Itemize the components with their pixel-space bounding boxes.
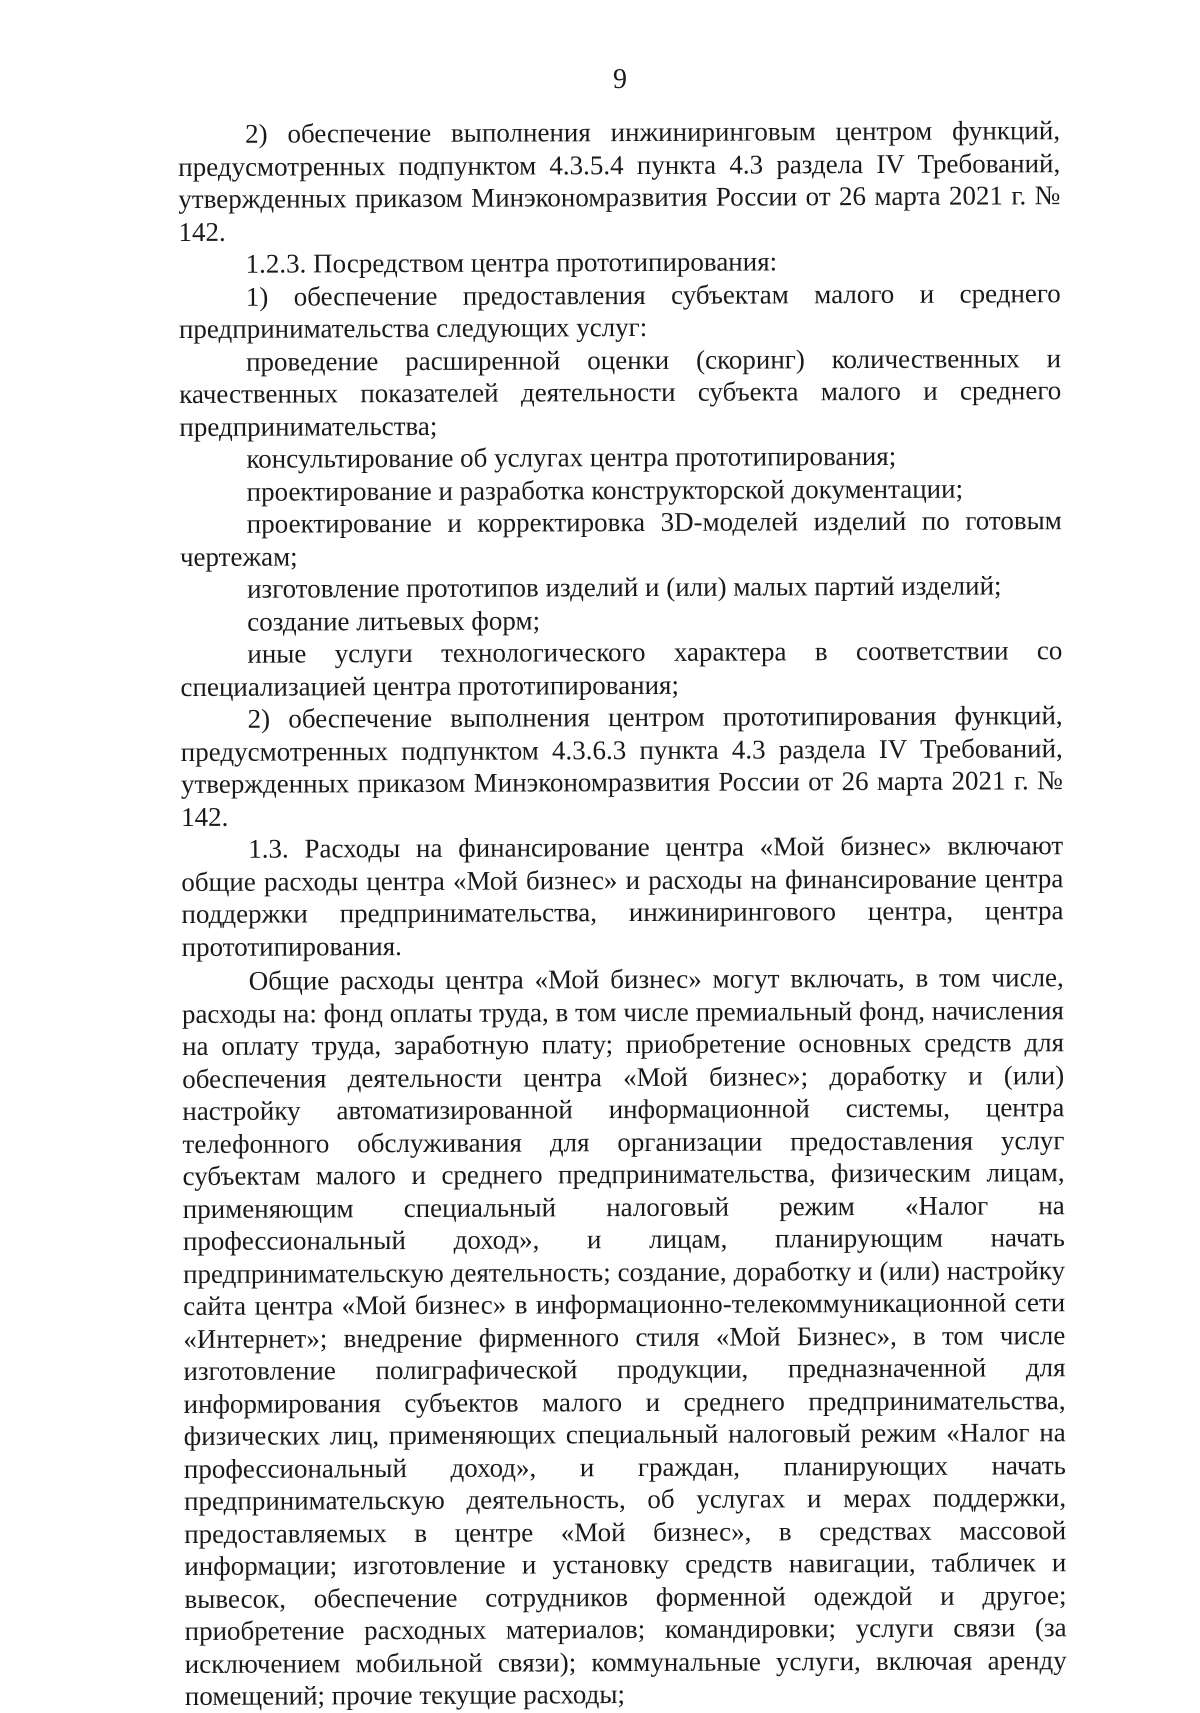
list-item-casting-molds: создание литьевых форм; (247, 604, 541, 637)
list-item-prototypes: изготовление прототипов изделий и (или) малых партий изделий; (246, 570, 1002, 604)
paragraph-prototyping-services-intro: 1) обеспечение предоставления субъектам малого и среднего предпринимательства следующих услуг: (178, 277, 1061, 344)
paragraph-general-expenses: Общие расходы центра «Мой бизнес» могут включать, в том числе, расходы на: фонд оплаты труда, в том числе премиальный фонд, начисления на оплату труда, заработную плату; приобретение основных средств для обеспечения деятельности центра «Мой бизнес»; доработку и (или) настройку автоматизированной информационной системы, центра телефонного обслуживания для организации предоставления услуг субъектам малого и среднего предпринимательства, физическим лицам, применяющим специальный налоговый режим «Налог на профессиональный доход», и лицам, планирующим начать предпринимательскую деятельность; создание, доработку и (или) настройку сайта центра «Мой бизнес» в информационно-телекоммуникационной сети «Интернет»; внедрение фирменного стиля «Мой Бизнес», в том числе изготовление полиграфической продукции, предназначенной для информирования субъектов малого и среднего предпринимательства, физических лиц, применяющих специальный налоговый режим «Налог на профессиональный доход», и граждан, планирующих начать предпринимательскую деятельность, об услугах и мерах поддержки, предоставляемых в центре «Мой бизнес», в средствах массовой информации; изготовление и установку средств навигации, табличек и вывесок, обеспечение сотрудников форменной одеждой и другое; приобретение расходных материалов; командировки; услуги связи (за исключением мобильной связи); коммунальные услуги, включая аренду помещений; прочие текущие расходы; (181, 962, 1067, 1711)
document-body (178, 114, 1067, 1712)
list-item-3d-models: проектирование и корректировка 3D-моделей изделий по готовым чертежам; (179, 505, 1062, 572)
page-number: 9 (613, 64, 627, 95)
list-item-design-documentation: проектирование и разработка конструкторской документации; (246, 473, 964, 507)
list-item-scoring: проведение расширенной оценки (скоринг) количественных и качественных показателей деятельности субъекта малого и среднего предпринимательства; (179, 342, 1062, 442)
paragraph-prototyping-functions: 2) обеспечение выполнения центром прототипирования функций, предусмотренных подпунктом 4.3.6.3 пункта 4.3 раздела IV Требований, утвержденных приказом Минэкономразвития России от 26 марта 2021 г. № 142. (180, 700, 1063, 832)
list-item-other-services: иные услуги технологического характера в соответствии со специализацией центра прототипирования; (180, 635, 1063, 702)
paragraph-prototyping-heading: 1.2.3. Посредством центра прототипирования: (245, 246, 778, 279)
list-item-consulting: консультирование об услугах центра прототипирования; (246, 440, 897, 474)
paragraph-financing-expenses: 1.3. Расходы на финансирование центра «Мой бизнес» включают общие расходы центра «Мой бизнес» и расходы на финансирование центра поддержки предпринимательства, инжинирингового центра, центра прототипирования. (181, 830, 1064, 962)
paragraph-engineering-functions: 2) обеспечение выполнения инжиниринговым центром функций, предусмотренных подпунктом 4.3.5.4 пункта 4.3 раздела IV Требований, утвержденных приказом Минэкономразвития России от 26 марта 2021 г. № 142. (178, 115, 1061, 247)
